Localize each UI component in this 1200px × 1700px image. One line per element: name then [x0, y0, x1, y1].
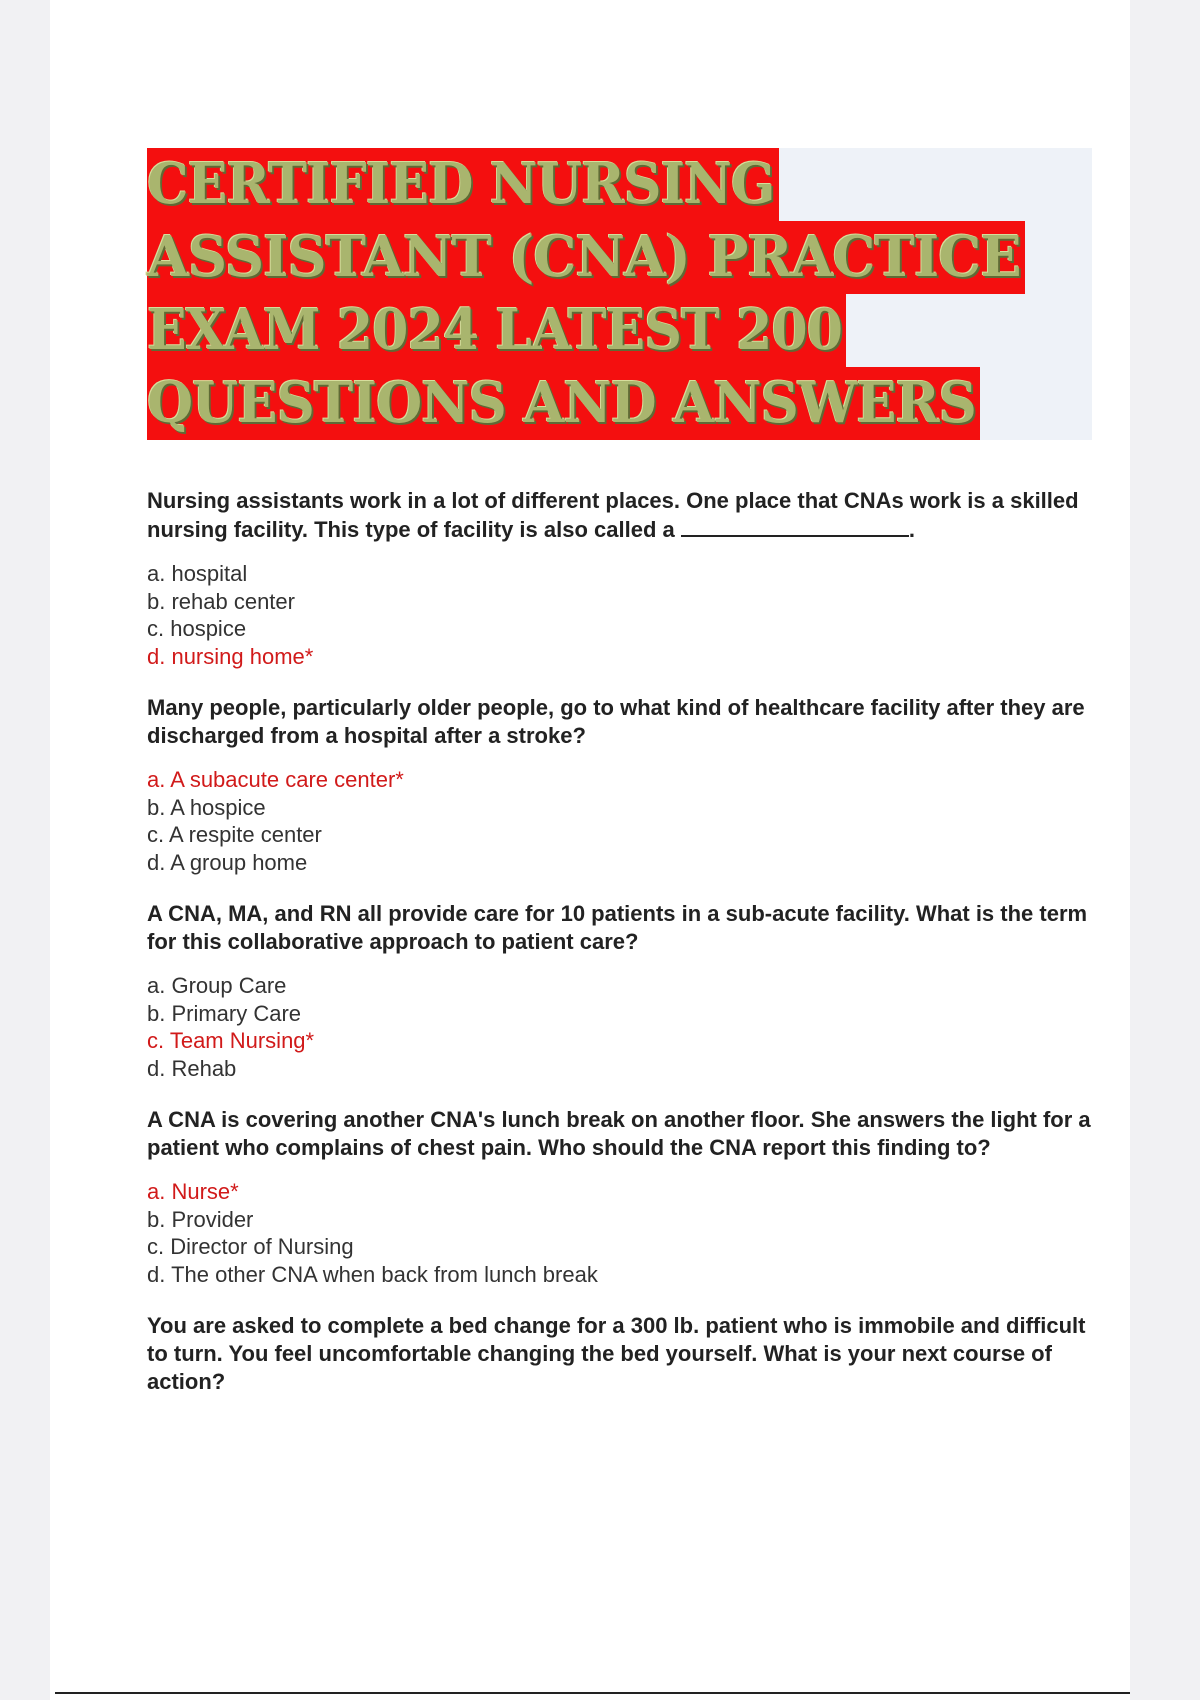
document-title — [147, 148, 1092, 440]
question-3: A CNA, MA, and RN all provide care for 10 patients in a sub-acute facility. What is the term for this collaborative approach to patient care? — [147, 901, 1088, 954]
question-1: Nursing assistants work in a lot of different places. One place that CNAs work is a skilled nursing facility. This type of facility is also called a . — [147, 488, 1079, 542]
title-line-3: EXAM 2024 LATEST 200 — [147, 294, 846, 367]
answer-option: b. rehab center — [147, 588, 295, 614]
answer-option: a. Group Care — [147, 973, 287, 998]
answer-option: b. Provider — [147, 1206, 254, 1232]
answer-option: b. Primary Care — [147, 1000, 302, 1026]
answer-list-3 — [147, 972, 1097, 1082]
correct-answer: a. A subacute care center* — [147, 767, 404, 792]
answer-option: d. A group home — [147, 849, 308, 875]
correct-answer: a. Nurse* — [147, 1179, 239, 1204]
answer-option: c. Director of Nursing — [147, 1234, 354, 1259]
answer-blank — [681, 515, 909, 537]
question-list — [147, 487, 1097, 1412]
answer-list-1 — [147, 560, 1097, 670]
answer-option: a. hospital — [147, 561, 248, 586]
page-divider — [55, 1692, 1130, 1694]
title-line-1: CERTIFIED NURSING — [147, 148, 779, 221]
title-line-4: QUESTIONS AND ANSWERS — [147, 367, 980, 440]
answer-list-4 — [147, 1178, 1097, 1288]
correct-answer: c. Team Nursing* — [147, 1028, 315, 1053]
correct-answer: d. nursing home* — [147, 643, 314, 669]
answer-option: c. A respite center — [147, 822, 322, 847]
question-4: A CNA is covering another CNA's lunch break on another floor. She answers the light for a patient who complains of chest pain. Who should the CNA report this finding to? — [147, 1107, 1091, 1160]
question-5: You are asked to complete a bed change for a 300 lb. patient who is immobile and difficult to turn. You feel uncomfortable changing the bed yourself. What is your next course of action? — [147, 1313, 1086, 1394]
answer-option: d. The other CNA when back from lunch break — [147, 1261, 598, 1287]
answer-option: c. hospice — [147, 616, 247, 641]
answer-option: b. A hospice — [147, 794, 266, 820]
title-line-2: ASSISTANT (CNA) PRACTICE — [147, 221, 1025, 294]
answer-list-2 — [147, 766, 1097, 876]
question-2: Many people, particularly older people, go to what kind of healthcare facility after they are discharged from a hospital after a stroke? — [147, 695, 1085, 748]
answer-option: d. Rehab — [147, 1055, 237, 1081]
